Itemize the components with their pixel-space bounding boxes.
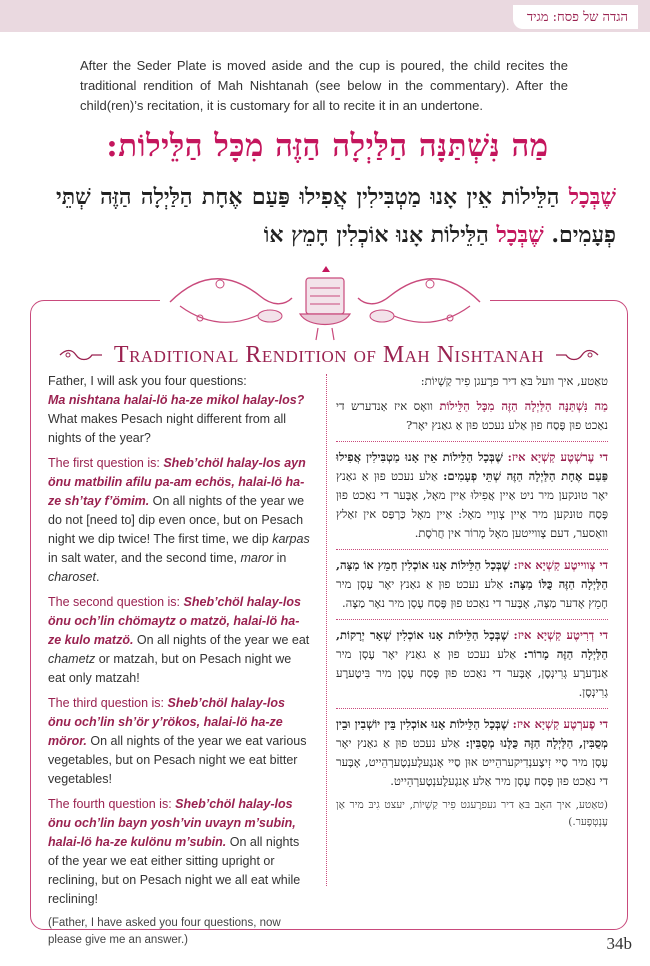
running-header-tab bbox=[513, 5, 638, 29]
hebrew-title-mah-nishtanah: מַה נִּשְׁתַּנָּה הַלַּיְלָה הַזֶּה מִכָּל הַלֵּילוֹת: bbox=[106, 128, 549, 164]
opening-question bbox=[48, 372, 310, 448]
yiddish-q2-bold: שֶׁבְּכָל הַלֵּילוֹת אָנוּ אוֹכְלִין חָמֵץ אוֹ מַצָּה, הַלַּיְלָה הַזֶּה כֻּלּוֹ מַצָּה: bbox=[336, 558, 608, 591]
term-charoset: charoset bbox=[48, 570, 96, 584]
question-4 bbox=[48, 795, 310, 909]
verse-text-1: הַלֵּילוֹת אֵין אָנוּ מַטְבִּילִין אֲפִילוּ פַּעַם אֶחָת הַלַּיְלָה הַזֶּה שְׁתֵּי פְעָמִים. bbox=[56, 184, 616, 248]
yiddish-opening: טאַטע, איך וועל בּאַ דיר פרֶעגן פִיר קַשְׁיוֹת: bbox=[420, 374, 608, 388]
question-3 bbox=[48, 694, 310, 789]
yiddish-q1-text: אַלע נעכט פוּן אַ גאַנץ יאָר טוּנקען מיר ניט אַיין אֲפִילוּ אַיין מאָל, אָבֶּער די נאַכט פוּן פֶּסַח טוּנקען מיר אַיין צְווַיי מאָל: אַיין מאָל כַּרְפַּס אין זאַלץ וואַסער, דעם צְווייטען מאָל מָרוֹר אין חֲרֹסֶת. bbox=[336, 469, 608, 540]
verse-word-1: שֶׁבְּכָל bbox=[568, 184, 616, 210]
separator bbox=[336, 708, 608, 709]
question-1-in: in bbox=[276, 551, 287, 565]
question-2-translation-a: On all nights of the year we eat bbox=[136, 633, 310, 647]
question-2-translation-b: or matzah, but on Pesach night we eat only matzah! bbox=[48, 652, 292, 685]
question-1-translation: On all nights of the year we do not [need to] dip even once, but on Pesach night we dip twice! The first time, we dip bbox=[48, 494, 305, 546]
yiddish-column bbox=[336, 372, 608, 837]
question-4-label: The fourth question is: bbox=[48, 797, 172, 811]
question-3-transliteration: Sheb’chöl halay-los önu och’lin sh’ör y’rökos, halai-lö ha-ze möror. bbox=[48, 696, 285, 748]
yiddish-question-2 bbox=[336, 556, 608, 613]
intro-instructions: After the Seder Plate is moved aside and the cup is poured, the child recites the traditional rendition of Mah Nishtanah (see below in the commentary). After the child(ren)’s recitation, it is customary for all to recite it in an undertone. bbox=[80, 58, 568, 113]
page-number: 34b bbox=[606, 934, 632, 953]
question-1-transliteration: Sheb’chöl halay-los ayn önu matbilin afilu pa-am echös, halai-lö ha-ze sh’tay f’ömim. bbox=[48, 456, 306, 508]
question-3-label: The third question is: bbox=[48, 696, 165, 710]
question-2-label: The second question is: bbox=[48, 595, 181, 609]
english-column bbox=[48, 372, 310, 955]
yiddish-q2-text: אַלע נעכט פוּן אַ גאַנץ יאָר עֶסְן מיר חָמֵץ אָדער מַצָּה, אָבֶּער די נאַכט פוּן פֶּסַח עֶסְן מיר נאָר מַצָּה. bbox=[336, 577, 608, 610]
question-3-translation: On all nights of the year we eat various vegetables, but on Pesach night we eat bitter vegetables! bbox=[48, 734, 307, 786]
swirl-left-icon bbox=[58, 348, 104, 362]
yiddish-q3-bold: שֶׁבְּכָל הַלֵּילוֹת אָנוּ אוֹכְלִין שְׁאָר יְרָקוֹת, הַלַּיְלָה הַזֶּה מָרוֹר: bbox=[336, 628, 609, 661]
yiddish-q4-text: אַלע נעכט פוּן אַ גאַנץ יאָר עֶסְן מיר סַיי זִיצֶענְדִיקערהֵייט אוּן סַיי אָנגֶעלֶענְטֶערְהֵייט, אָבֶּער די נאַכט פוּן פֶּסַח עֶסְן מיר אַלע אָנגֶעלֶענְטֶערְהֵייט. bbox=[336, 736, 608, 788]
yiddish-q1-bold: שֶׁבְּכָל הַלֵּילוֹת אֵין אָנוּ מַטְבִּילִין אֲפִילוּ פַּעַם אֶחָת הַלַּיְלָה הַזֶּה שְׁתֵּי פְעָמִים: bbox=[336, 450, 608, 483]
separator bbox=[336, 441, 608, 442]
verse-word-2: שֶׁבְּכָל bbox=[496, 222, 544, 248]
yiddish-q4-bold: שֶׁבְּכָל הַלֵּילוֹת אָנוּ אוֹכְלִין בֵּין יוֹשְׁבִין וּבֵין מְסֻבִּין, הַלַּיְלָה הַזֶּה כֻּלָּנוּ מְסֻבִּין: bbox=[336, 717, 608, 750]
yiddish-intro-text: וואָס איז אַנדערש די נאַכט פוּן פֶּסַח פוּן אַלע נעכט פוּן אַ גאַנץ יאָר? bbox=[336, 399, 608, 432]
yiddish-q2-label: די צְווייטֶע קַשְׁיָא איז: bbox=[513, 558, 609, 572]
yiddish-q1-label: די עֶרשְׁטֶע קַשְׁיָא איז: bbox=[507, 450, 608, 464]
yiddish-question-1 bbox=[336, 448, 608, 543]
question-1-translation-mid: in salt water, and the second time, bbox=[48, 551, 237, 565]
question-1: The first question is: Sheb’chöl halay-los ayn önu matbilin afilu pa-am echös, halai-lö ha-ze sh’tay f’ömim. On all nights of the year we do not [need to] dip even once, but on Pesach night we dip twice! The first time, we dip karpas in salt water, and the second time, maror in charoset. bbox=[48, 456, 310, 584]
term-chametz: chametz bbox=[48, 652, 96, 666]
box-title: Traditional Rendition of Mah Nishtanah bbox=[113, 341, 545, 368]
yiddish-question-3 bbox=[336, 626, 608, 702]
yiddish-q3-label: די דְרִיטֶע קַשְׁיָא איז: bbox=[513, 628, 608, 642]
running-header bbox=[0, 0, 650, 32]
opening-transliteration: Ma nishtana halai-lö ha-ze mikol halay-los? bbox=[48, 393, 305, 407]
question-2 bbox=[48, 593, 310, 688]
hebrew-verse bbox=[56, 178, 616, 254]
yiddish-closing: (טאַטע, איך האָב בּאַ דיר געפרֶעגט פִיר קַשְׁיוֹת, יעצט גִיבּ מיר אַן עֶנְטְפֶער.) bbox=[336, 799, 608, 828]
swirl-right-icon bbox=[554, 348, 600, 362]
opening-lead: Father, I will ask you four questions: bbox=[48, 374, 247, 388]
column-divider bbox=[326, 374, 327, 886]
ornament-illustration-icon bbox=[160, 262, 490, 342]
question-4-transliteration: Sheb’chöl halay-los önu och’lin bayn yosh’vin uvayn m’subin, halai-lö ha-ze kulönu m’subin. bbox=[48, 797, 296, 849]
yiddish-q4-label: די פֶערְטֶע קַשְׁיָא איז: bbox=[512, 717, 609, 731]
yiddish-question-4 bbox=[336, 715, 608, 791]
question-2-transliteration: Sheb’chöl halay-los önu och’lin chömaytz o matzö, halai-lö ha-ze kulo matzö. bbox=[48, 595, 301, 647]
box-title-row bbox=[30, 340, 628, 370]
separator bbox=[336, 549, 608, 550]
term-maror: maror bbox=[240, 551, 274, 565]
yiddish-intro-question bbox=[336, 397, 608, 435]
yiddish-q3-text: אַלע נעכט פוּן אַ גאַנץ יאָר עֶסְן מיר אַנדֶערֶע גְרִינְסֶן, אָבֶּער די נאַכט פוּן פֶּסַח עֶסְן מיר בִּיטֶערֶע גְרִינְסֶן. bbox=[336, 647, 608, 699]
question-1-label: The first question is: bbox=[48, 456, 160, 470]
term-karpas: karpas bbox=[272, 532, 310, 546]
running-header-title: הגדה של פסח: מגיד bbox=[526, 10, 628, 25]
question-4-translation: On all nights of the year we eat either sitting upright or reclining, but on Pesach night we all eat while reclining! bbox=[48, 835, 301, 906]
closing-request: (Father, I have asked you four questions, now please give me an answer.) bbox=[48, 917, 281, 946]
opening-translation: What makes Pesach night different from all nights of the year? bbox=[48, 412, 287, 445]
verse-text-2: הַלֵּילוֹת אָנוּ אוֹכְלִין חָמֵץ אוֹ bbox=[263, 222, 489, 248]
separator bbox=[336, 619, 608, 620]
yiddish-intro-bold: מַה נִּשְׁתַּנָּה הַלַּיְלָה הַזֶּה מִכָּל הַלֵּילוֹת bbox=[439, 399, 608, 413]
